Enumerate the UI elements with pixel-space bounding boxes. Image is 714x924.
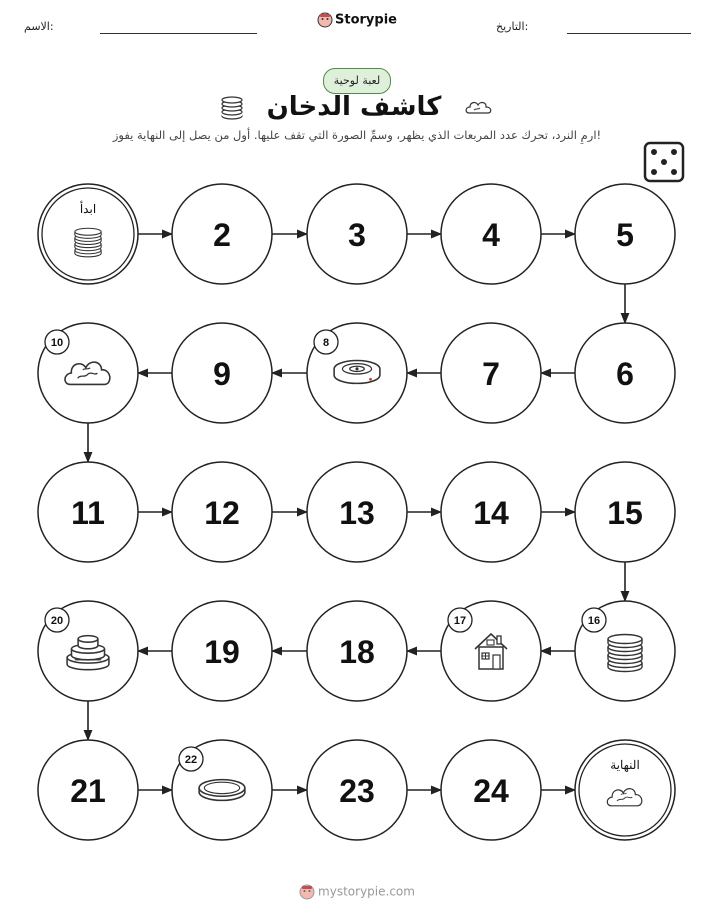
- square-number: 10: [50, 337, 64, 349]
- board-square-19: [172, 601, 272, 701]
- battery-stack-icon: [75, 228, 101, 257]
- battery-stack-icon: [608, 635, 642, 672]
- square-number: 20: [50, 615, 64, 627]
- square-number: 3: [348, 217, 366, 253]
- storypie-logo-icon: [299, 884, 315, 900]
- square-number: 15: [607, 495, 643, 531]
- board-square-4: [441, 184, 541, 284]
- board-square-1: [38, 184, 138, 284]
- dice-icon: [645, 143, 683, 181]
- start-label: ابدأ: [79, 202, 97, 216]
- board-square-20: [38, 601, 138, 701]
- square-number: 4: [482, 217, 500, 253]
- smoke-detector-icon: [334, 361, 380, 384]
- footer: [0, 884, 714, 900]
- board-square-16: [575, 601, 675, 701]
- coin-battery-icon: [199, 780, 245, 801]
- board-square-2: [172, 184, 272, 284]
- square-number: 9: [213, 356, 231, 392]
- board-square-3: [307, 184, 407, 284]
- game-type-badge: لعبة لوحية: [323, 68, 391, 94]
- board-square-10: [38, 323, 138, 423]
- square-number: 7: [482, 356, 500, 392]
- board-square-5: [575, 184, 675, 284]
- square-number: 6: [616, 356, 634, 392]
- square-number: 14: [473, 495, 509, 531]
- board-square-15: [575, 462, 675, 562]
- finish-label: النهاية: [610, 758, 640, 772]
- board-square-24: [441, 740, 541, 840]
- instructions: ارمِ النرد، تحرك عدد المربعات الذي يظهر، وسمِّ الصورة التي تقف عليها. أول من يصل إلى النهاية يفوز!: [112, 128, 602, 142]
- square-number: 23: [339, 773, 375, 809]
- board-square-13: [307, 462, 407, 562]
- square-number: 21: [70, 773, 106, 809]
- board-square-11: [38, 462, 138, 562]
- board-square-25: [575, 740, 675, 840]
- board-square-17: [441, 601, 541, 701]
- board-square-23: [307, 740, 407, 840]
- brand-name: Storypie: [335, 12, 397, 28]
- board-square-14: [441, 462, 541, 562]
- board-square-21: [38, 740, 138, 840]
- date-label: التاريخ:: [496, 20, 529, 33]
- square-number: 22: [184, 754, 198, 766]
- square-number: 8: [322, 337, 330, 349]
- name-label: الاسم:: [24, 20, 54, 33]
- board-square-8: [307, 323, 407, 423]
- footer-url[interactable]: mystorypie.com: [318, 884, 415, 899]
- square-number: 18: [339, 634, 375, 670]
- square-number: 13: [339, 495, 375, 531]
- square-number: 2: [213, 217, 231, 253]
- board-square-6: [575, 323, 675, 423]
- square-number: 5: [616, 217, 634, 253]
- board-square-22: [172, 740, 272, 840]
- square-number: 24: [473, 773, 509, 809]
- board-square-12: [172, 462, 272, 562]
- square-number: 17: [453, 615, 467, 627]
- board-square-9: [172, 323, 272, 423]
- page-title: كاشف الدخان: [266, 92, 442, 122]
- square-number: 12: [204, 495, 240, 531]
- square-number: 11: [71, 495, 105, 531]
- square-number: 16: [587, 615, 601, 627]
- board-square-18: [307, 601, 407, 701]
- board-square-7: [441, 323, 541, 423]
- square-number: 19: [204, 634, 240, 670]
